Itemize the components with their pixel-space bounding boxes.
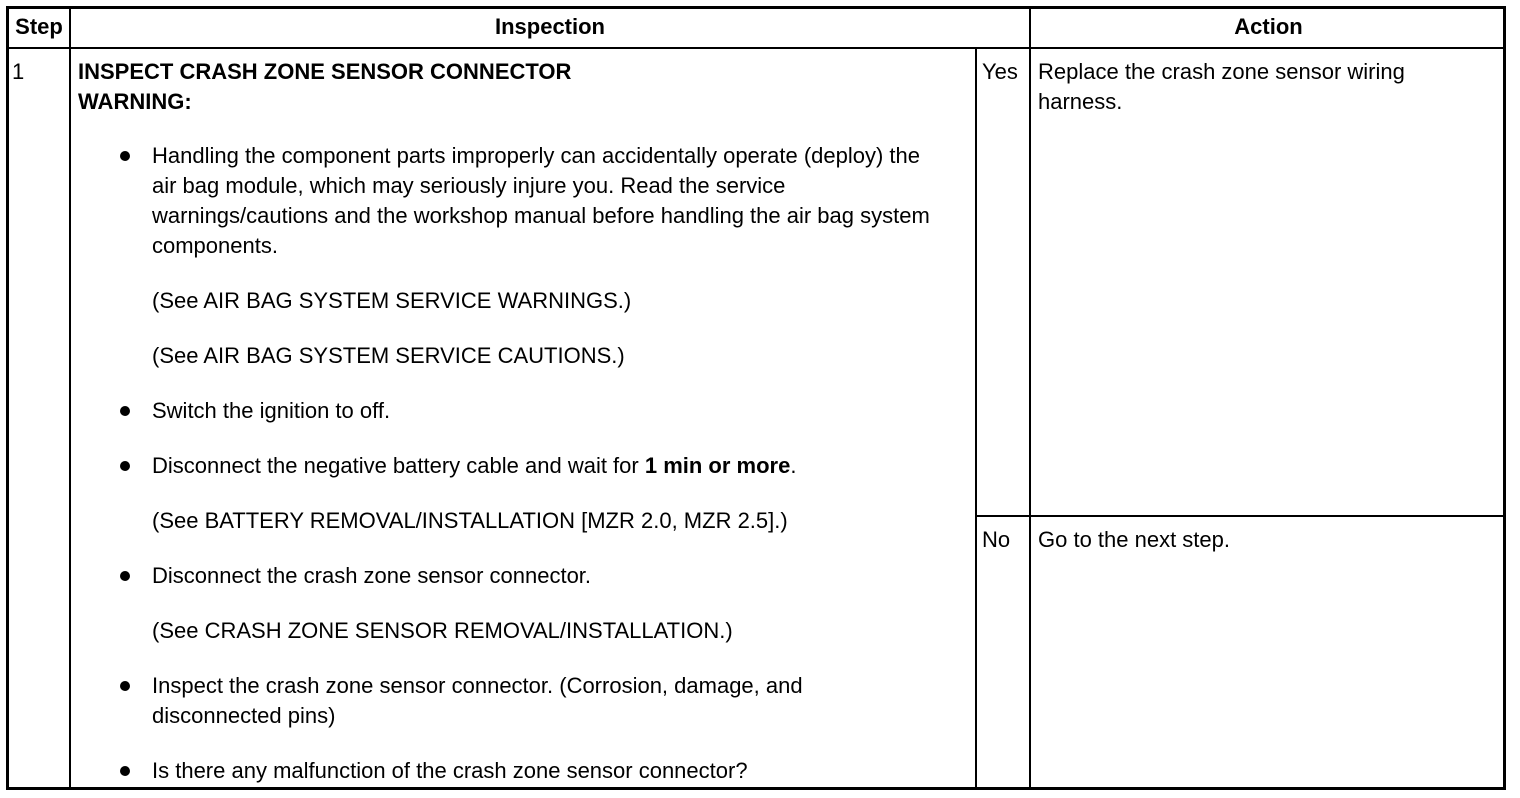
battery-wait-time: 1 min or more <box>644 453 791 478</box>
divider-yes-no <box>976 515 1506 517</box>
battery-text-pre: Disconnect the negative battery cable and wait for <box>152 453 645 478</box>
bullet-icon <box>120 571 130 581</box>
yes-action: Replace the crash zone sensor wiring harness. <box>1038 59 1405 114</box>
ref-warnings: (See AIR BAG SYSTEM SERVICE WARNINGS.) <box>152 288 632 313</box>
step-disconnect-battery <box>152 451 932 481</box>
step-inspect-connector: Inspect the crash zone sensor connector. (Corrosion, damage, and disconnected pins) <box>152 673 803 728</box>
divider-yesno-col <box>975 48 977 790</box>
inspection-title: INSPECT CRASH ZONE SENSOR CONNECTOR <box>78 59 572 84</box>
bullet-icon <box>120 681 130 691</box>
step-number: 1 <box>12 59 25 84</box>
warning-text: Handling the component parts improperly can accidentally operate (deploy) the air bag module, which may seriously injure you. Read the service warnings/cautions and the workshop manual before handling the air bag system components. <box>152 143 930 258</box>
header-step: Step <box>15 14 63 39</box>
battery-text-post: . <box>790 453 797 478</box>
divider-step-col <box>69 6 71 790</box>
ref-cautions: (See AIR BAG SYSTEM SERVICE CAUTIONS.) <box>152 343 625 368</box>
ref-battery: (See BATTERY REMOVAL/INSTALLATION [MZR 2.0, MZR 2.5].) <box>152 508 788 533</box>
ref-crash-sensor: (See CRASH ZONE SENSOR REMOVAL/INSTALLATION.) <box>152 618 733 643</box>
yes-label: Yes <box>982 59 1018 84</box>
header-action: Action <box>1234 14 1303 39</box>
step-ignition-off: Switch the ignition to off. <box>152 398 391 423</box>
bullet-icon <box>120 766 130 776</box>
bullet-icon <box>120 406 130 416</box>
no-label: No <box>982 527 1011 552</box>
warning-label: WARNING: <box>78 89 192 114</box>
step-disconnect-sensor: Disconnect the crash zone sensor connector. <box>152 563 592 588</box>
header-inspection: Inspection <box>494 14 605 39</box>
divider-action-col <box>1029 6 1031 790</box>
question-malfunction: Is there any malfunction of the crash zone sensor connector? <box>152 758 748 783</box>
bullet-icon <box>120 461 130 471</box>
no-action: Go to the next step. <box>1038 527 1231 552</box>
bullet-icon <box>120 151 130 161</box>
